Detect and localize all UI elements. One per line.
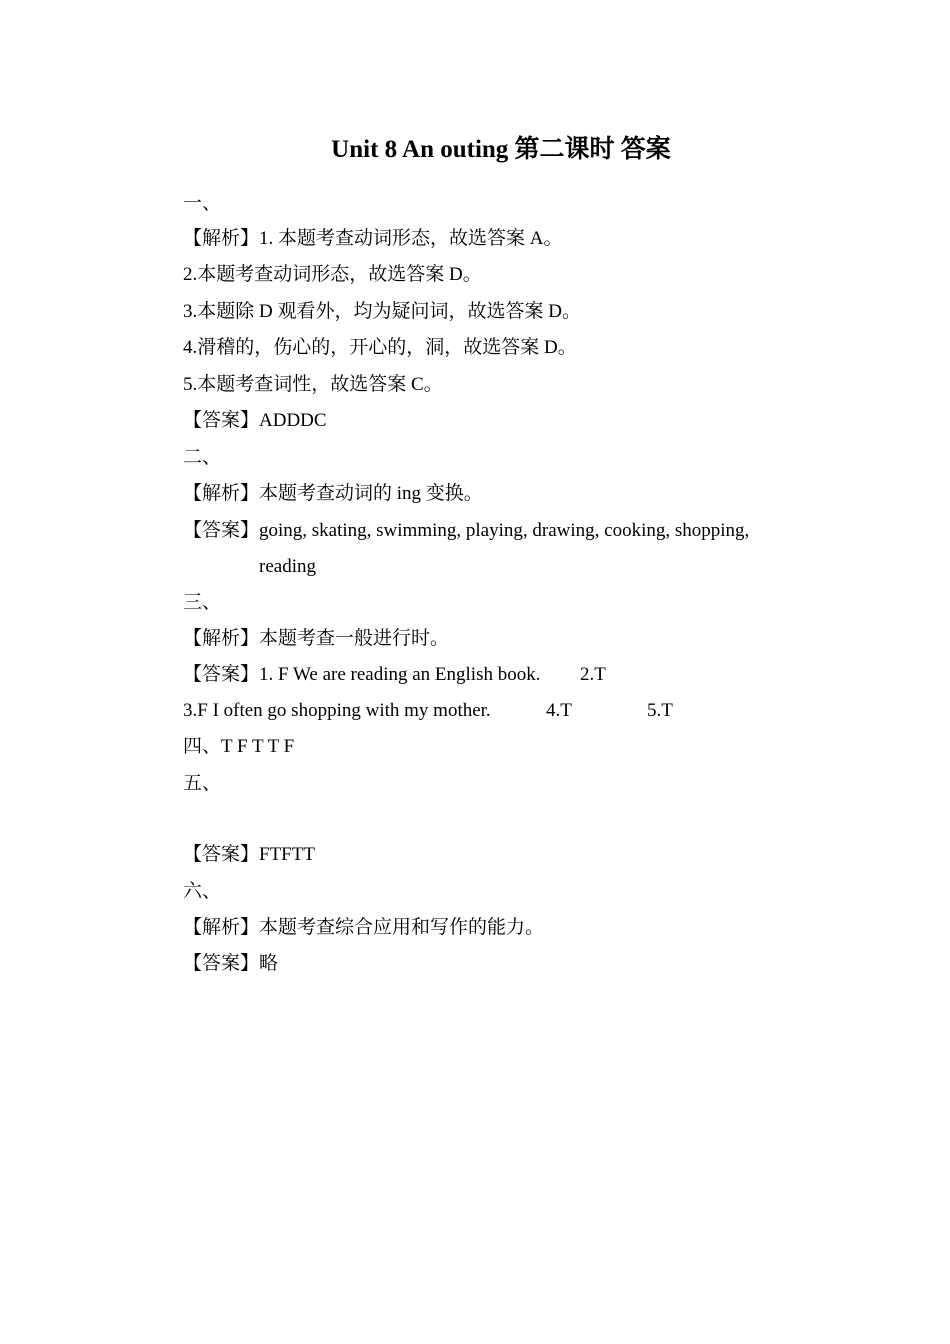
section-3-answer-row-2 [183, 698, 703, 724]
section-2-answer: 【答案】going, skating, swimming, playing, drawing, cooking, shopping, [183, 520, 750, 541]
section-3-answer-1: 【答案】1. F We are reading an English book. [183, 664, 541, 685]
section-5-answer: 【答案】FTFTT [183, 844, 315, 865]
section-3-analysis: 【解析】本题考查一般进行时。 [183, 628, 450, 649]
section-1-analysis-5: 5.本题考查词性，故选答案 C。 [183, 374, 443, 395]
section-3-answer-4: 4.T [546, 700, 572, 721]
section-2-heading: 二、 [183, 447, 222, 468]
page-title: Unit 8 An outing 第二课时 答案 [331, 136, 671, 163]
section-3-answer-3: 3.F I often go shopping with my mother. [183, 700, 491, 721]
section-1-heading: 一、 [183, 193, 222, 214]
section-3-heading: 三、 [183, 592, 222, 613]
section-1-answer: 【答案】ADDDC [183, 410, 327, 431]
section-3-answer-5: 5.T [647, 700, 673, 721]
section-6-answer: 【答案】略 [183, 953, 279, 974]
section-1-analysis-3: 3.本题除 D 观看外，均为疑问词，故选答案 D。 [183, 301, 581, 322]
section-6-analysis: 【解析】本题考查综合应用和写作的能力。 [183, 917, 545, 938]
section-1-analysis-2: 2.本题考查动词形态，故选答案 D。 [183, 264, 482, 285]
section-1-analysis-1: 【解析】1. 本题考查动词形态，故选答案 A。 [183, 228, 563, 249]
section-1-analysis-4: 4.滑稽的，伤心的，开心的，洞，故选答案 D。 [183, 337, 577, 358]
section-3-answer-2: 2.T [580, 664, 606, 685]
section-2-analysis: 【解析】本题考查动词的 ing 变换。 [183, 483, 483, 504]
section-5-heading: 五、 [183, 773, 222, 794]
section-3-answer-row-1 [183, 662, 663, 688]
section-4-line: 四、T F T T F [183, 736, 295, 757]
section-2-answer-continuation: reading [259, 556, 316, 577]
section-6-heading: 六、 [183, 881, 222, 902]
